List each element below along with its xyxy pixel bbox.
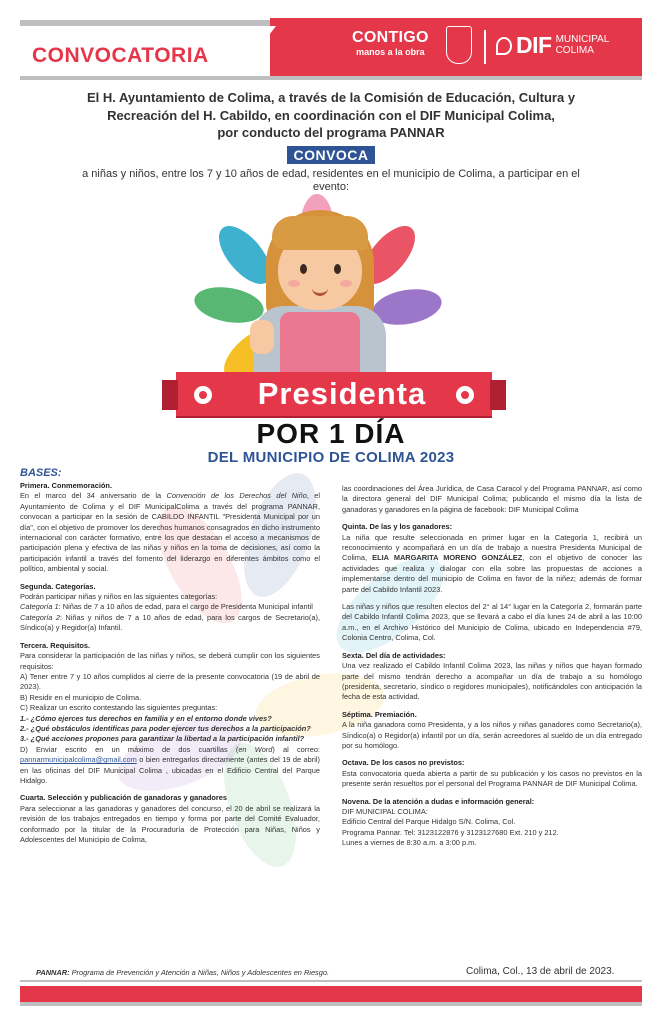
section-title: Séptima. Premiación. — [342, 709, 417, 719]
section-text — [342, 533, 642, 595]
primera-text-a: En el marco del 34 aniversario de la — [20, 491, 167, 501]
requirement-b: B) Residir en el municipio de Colima. — [20, 692, 142, 702]
colima-seal-icon — [446, 26, 472, 64]
bases-left-column — [20, 481, 320, 852]
section-text: Para seleccionar a las ganadoras y ganadores del concurso, el 20 de abril se realizará la revisión de los trabajos entregados en tiempo y forma por parte del Comité Evaluador, conformado por la titular de la Procuraduría de Protección para Niñas, Niños y Adolescentes del Municipio de Colima, — [20, 803, 320, 844]
section-text: Para considerar la participación de las niñas y niños, se deberá cumplir con los siguientes requisitos: — [20, 651, 320, 671]
contigo-logo-main: CONTIGO — [352, 29, 429, 46]
footer-date: Colima, Col., 13 de abril de 2023. — [466, 966, 615, 977]
category-1 — [20, 602, 320, 612]
bases-title: BASES: — [20, 467, 62, 479]
contact-line: Lunes a viernes de 8:30 a.m. a 3:00 p.m. — [342, 838, 477, 848]
requirement-a: A) Tener entre 7 y 10 años cumplidos al cierre de la presente convocatoria (19 de abril de 2023). — [20, 671, 320, 692]
header — [0, 0, 662, 84]
girl-cheek — [340, 280, 352, 287]
section-quinta — [342, 522, 642, 643]
section-cuarta-continued — [342, 484, 642, 515]
hero-municipio: DEL MUNICIPIO DE COLIMA 2023 — [207, 449, 455, 466]
req-d-text-c: o bien entregarlos directamente (antes del 19 de abril) en las oficinas del DIF Municipal Colima , ubicadas en el Edificio Central del Parque Hidalgo. — [20, 755, 320, 785]
section-octava — [342, 758, 642, 789]
category-2 — [20, 613, 320, 634]
quinta-text-a: La niña que resulte seleccionada en primer lugar en la Categoría 1, recibirá un reconocimiento y acompañará en un día de trabajo a nuestra Presidenta Municipal de Colima, — [342, 532, 642, 563]
dif-logo-line1: MUNICIPAL — [555, 34, 610, 45]
banner-fold-left — [162, 380, 178, 410]
req-d-word: en Word — [238, 744, 273, 754]
intro-text — [20, 89, 642, 142]
hero-subtitle: POR 1 DÍA — [256, 418, 406, 449]
intro-line-3: por conducto del programa PANNAR — [217, 125, 445, 140]
section-text — [20, 491, 320, 574]
footer-note — [36, 968, 329, 977]
section-tercera — [20, 641, 320, 787]
question-1: 1.- ¿Cómo ejerces tus derechos en familia y en el entorno donde vives? — [20, 713, 272, 723]
thumbs-up-hand — [250, 320, 274, 354]
dif-logo-line2: COLIMA — [555, 44, 594, 56]
req-d-text-a: D) Enviar escrito en un máximo de dos cuartillas ( — [20, 744, 239, 754]
contact-line: Edificio Central del Parque Hidalgo S/N. Colima, Col. — [342, 817, 516, 827]
requirement-d — [20, 745, 320, 787]
section-text: las coordinaciones del Área Jurídica, de Casa Caracol y del Programa PANNAR, así como la directora general del DIF Municipal Colima; publicando el mismo día la lista de ganadoras y ganadores en la página de facebook: DIF Municipal Colima — [342, 484, 642, 514]
email-link[interactable]: pannarmunicipalcolima@gmail.com — [20, 755, 137, 765]
section-title: Segunda. Categorías. — [20, 581, 96, 591]
section-title: Primera. Conmemoración. — [20, 481, 113, 490]
category-text: : Niñas y niños de 7 a 10 años de edad, para los cargos de Secretario(a), Síndico(a) y Regidor(a) Infantil. — [20, 612, 320, 633]
footer-gray-line — [20, 980, 642, 982]
presidenta-banner — [176, 372, 492, 416]
footer-red-band — [20, 986, 642, 1002]
section-text: A la niña ganadora como Presidenta, y a los niños y niñas ganadores como Secretario(a), Síndico(a) o Regidor(a) infantil por un día, serán acreedores al sueldo de un día entregado por su homólogo. — [342, 720, 642, 750]
section-title: Tercera. Requisitos. — [20, 640, 91, 650]
question-2: 2.- ¿Qué obstáculos identificas para poder ejercer tus derechos a la participación? — [20, 723, 311, 733]
category-label: Categoría 2 — [20, 612, 60, 622]
primera-text-b: , el Ayuntamiento de Colima y el DIF MunicipalColima a través del programa PANNAR, convocan a participar en la sesión de CABILDO INFANTIL "Presidenta Municipal por un día", con el objetivo de promover los derechos humanos consagrados en dicho instrumento internacional con carácter formativo, entre los que destacan el acceso a mecanismos de participación plena y efectiva de las niñas y niños en la toma de decisiones, así como la participación infantil a través del fomento del liderazgo en diferentes ámbitos como el político, ambiental y social. — [20, 491, 320, 574]
section-novena — [342, 797, 642, 849]
section-primera — [20, 481, 320, 575]
section-cuarta — [20, 793, 320, 845]
pannar-text: Programa de Prevención y Atención a Niñas, Niños y Adolescentes en Riesgo. — [69, 968, 330, 977]
section-text: Podrán participar niñas y niños en las siguientes categorías: — [20, 592, 218, 602]
quinta-text-b: , con el objetivo de conocer las actividades que realiza y dialogar con ella sobre las propuestas de acciones a implementarse dentro del municipio de Colima en favor de la niñez; además de formar parte del Cabildo Infantil 2023. — [342, 553, 642, 594]
dif-logo-main: DIF — [516, 32, 552, 58]
requirement-c: C) Realizar un escrito contestando las siguientes preguntas: — [20, 703, 218, 713]
girl-bangs — [272, 216, 368, 250]
girl-cheek — [288, 280, 300, 287]
girl-eye — [334, 264, 341, 274]
dif-logo-sub — [556, 35, 610, 56]
section-text: Esta convocatoria queda abierta a partir de su publicación y los casos no previstos en la presente serán resueltos por el personal del Programa PANNAR de DIF Municipal Colima. — [342, 768, 642, 789]
section-text: Una vez realizado el Cabildo Infantil Colima 2023, las niñas y niños que hayan formado parte del mismo tendrán derecho a acompañar un día de trabajo a su homólogo (presidenta, secretario, síndico o regidores municipales), notificándoles con anticipación la fecha de esta actividad. — [342, 661, 642, 702]
convoca-badge: CONVOCA — [287, 146, 374, 164]
section-sexta — [342, 651, 642, 703]
invite-text: a niñas y niños, entre los 7 y 10 años de edad, residentes en el municipio de Colima, a participar en el evento: — [82, 167, 580, 193]
flower-icon — [456, 386, 474, 404]
banner-fold-right — [490, 380, 506, 410]
page-title: CONVOCATORIA — [32, 44, 209, 67]
logo-separator — [484, 30, 486, 64]
intro-line-1: El H. Ayuntamiento de Colima, a través de la Comisión de Educación, Cultura y — [86, 90, 576, 105]
section-title: Sexta. Del día de actividades: — [342, 650, 446, 660]
bases-right-column — [342, 484, 642, 856]
section-segunda — [20, 582, 320, 634]
header-gray-line — [20, 76, 642, 80]
convention-name: Convención de los Derechos del Niño — [166, 491, 307, 501]
req-d-text-b: ) al correo: — [272, 744, 320, 754]
category-text: : Niñas de 7 a 10 años de edad, para el cargo de Presidenta Municipal infantil — [58, 602, 313, 612]
president-name: ELIA MARGARITA MORENO GONZÁLEZ — [372, 553, 523, 563]
category-label: Categoría 1 — [20, 602, 59, 612]
girl-eye — [300, 264, 307, 274]
pannar-label: PANNAR: — [36, 968, 70, 977]
contact-line: DIF MUNICIPAL COLIMA: — [342, 806, 428, 816]
section-title: Cuarta. Selección y publicación de ganadoras y ganadores — [20, 793, 228, 803]
contact-line: Programa Pannar. Tel: 3123122876 y 3123127680 Ext. 210 y 212. — [342, 827, 559, 837]
section-title: Novena. De la atención a dudas e información general: — [342, 796, 535, 806]
flower-icon — [194, 386, 212, 404]
banner-title: Presidenta — [257, 376, 427, 411]
girl-vest — [280, 312, 360, 376]
dif-logo — [496, 32, 609, 59]
dif-mark-icon — [496, 37, 512, 55]
contigo-logo — [352, 30, 429, 57]
section-title: Quinta. De las y los ganadores: — [342, 522, 453, 532]
footer-gray-band — [20, 1002, 642, 1006]
intro-line-2: Recreación del H. Cabildo, en coordinación con el DIF Municipal Colima, — [107, 107, 555, 123]
header-gray-band — [20, 20, 272, 26]
section-text: Las niñas y niños que resulten electos del 2° al 14° lugar en la Categoría 2, formarán parte del Cabildo Infantil Colima 2023, que se llevará a cabo el día lunes 24 de abril a las 10:00 a.m., en el Archivo Histórico del Municipio de Colima, ubicado en Independencia #79, Colonia Centro, Colima, Col. — [342, 602, 642, 643]
section-septima — [342, 710, 642, 752]
question-3: 3.- ¿Qué acciones propones para garantizar la libertad a la participación infantil? — [20, 734, 305, 744]
contigo-logo-sub: manos a la obra — [356, 47, 425, 57]
intro — [20, 89, 642, 195]
section-title: Octava. De los casos no previstos: — [342, 758, 465, 768]
